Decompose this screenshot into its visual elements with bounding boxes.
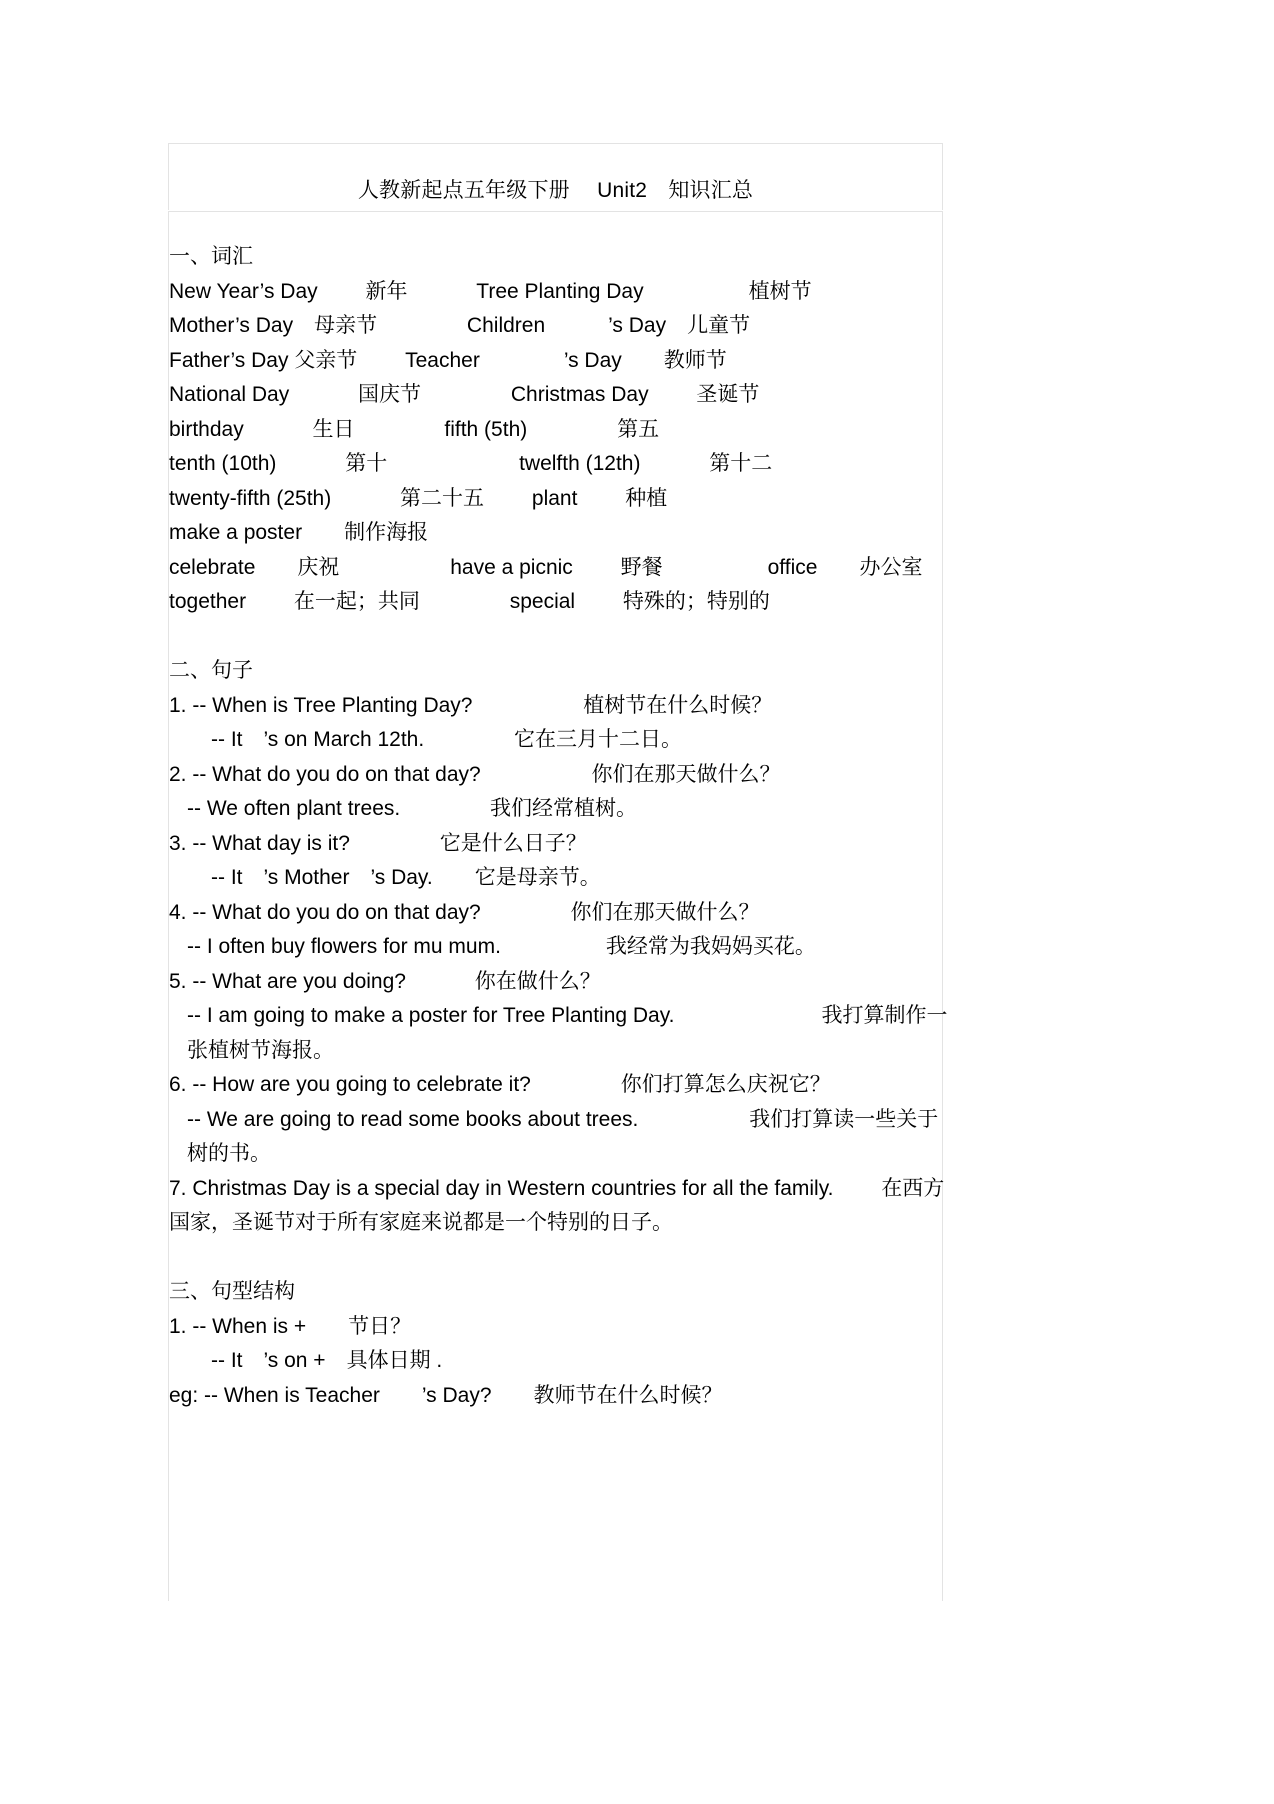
- sentence-line: -- It ’s on March 12th. 它在三月十二日。: [211, 728, 683, 751]
- paragraph-spacer: [169, 1241, 959, 1276]
- sentence-line: 4. -- What do you do on that day? 你们在那天做什么？: [169, 900, 760, 924]
- sentence-line: 7. Christmas Day is a special day in Western countries for all the family. 在西方国家，圣诞节对于所有家庭来说都是一个特别的日子。: [169, 1176, 945, 1234]
- pattern-line: 1. -- When is + 节日？: [169, 1314, 412, 1338]
- sentence-line: 5. -- What are you doing? 你在做什么？: [169, 969, 601, 993]
- vocab-line: together 在一起；共同 special 特殊的；特别的: [169, 590, 770, 613]
- vocab-line: National Day 国庆节 Christmas Day 圣诞节: [169, 383, 760, 406]
- sentence-line: -- It ’s Mother ’s Day. 它是母亲节。: [211, 866, 601, 889]
- sentence-line: 2. -- What do you do on that day? 你们在那天做什么？: [169, 762, 781, 786]
- sentence-line: 3. -- What day is it? 它是什么日子？: [169, 831, 587, 855]
- sentence-line: -- We are going to read some books about trees. 我们打算读一些关于树的书。: [187, 1107, 939, 1165]
- document-body: [169, 240, 959, 1413]
- sentence-line: -- I am going to make a poster for Tree Planting Day. 我打算制作一张植树节海报。: [187, 1004, 948, 1062]
- vocab-line: Mother’s Day 母亲节 Children ’s Day 儿童节: [169, 314, 751, 337]
- vocab-line: make a poster 制作海报: [169, 521, 429, 544]
- pattern-line: -- It ’s on + 具体日期 .: [211, 1349, 443, 1372]
- sentence-line: 6. -- How are you going to celebrate it? 你们打算怎么庆祝它？: [169, 1073, 831, 1096]
- section-heading-sentences: 二、句子: [169, 659, 253, 682]
- section-heading-patterns: 三、句型结构: [169, 1280, 295, 1303]
- sentence-line: 1. -- When is Tree Planting Day? 植树节在什么时候？: [169, 693, 773, 717]
- sentence-line: -- We often plant trees. 我们经常植树。: [187, 797, 638, 820]
- vocab-line: celebrate 庆祝 have a picnic 野餐 office 办公室: [169, 555, 923, 579]
- pattern-line: eg: -- When is Teacher ’s Day? 教师节在什么时候？: [169, 1383, 723, 1407]
- vocab-line: birthday 生日 fifth (5th) 第五: [169, 417, 660, 441]
- vocab-line: tenth (10th) 第十 twelfth (12th) 第十二: [169, 452, 773, 475]
- page-title: 人教新起点五年级下册 Unit2 知识汇总: [357, 179, 754, 202]
- section-heading-vocabulary: 一、词汇: [169, 245, 253, 268]
- vocab-line: Father’s Day 父亲节 Teacher ’s Day 教师节: [169, 348, 727, 372]
- sentence-line: -- I often buy flowers for mu mum. 我经常为我妈妈买花。: [187, 935, 816, 958]
- paragraph-spacer: [169, 620, 959, 655]
- vocab-line: New Year’s Day 新年 Tree Planting Day 植树节: [169, 279, 812, 303]
- vocab-line: twenty-fifth (25th) 第二十五 plant 种植: [169, 486, 668, 510]
